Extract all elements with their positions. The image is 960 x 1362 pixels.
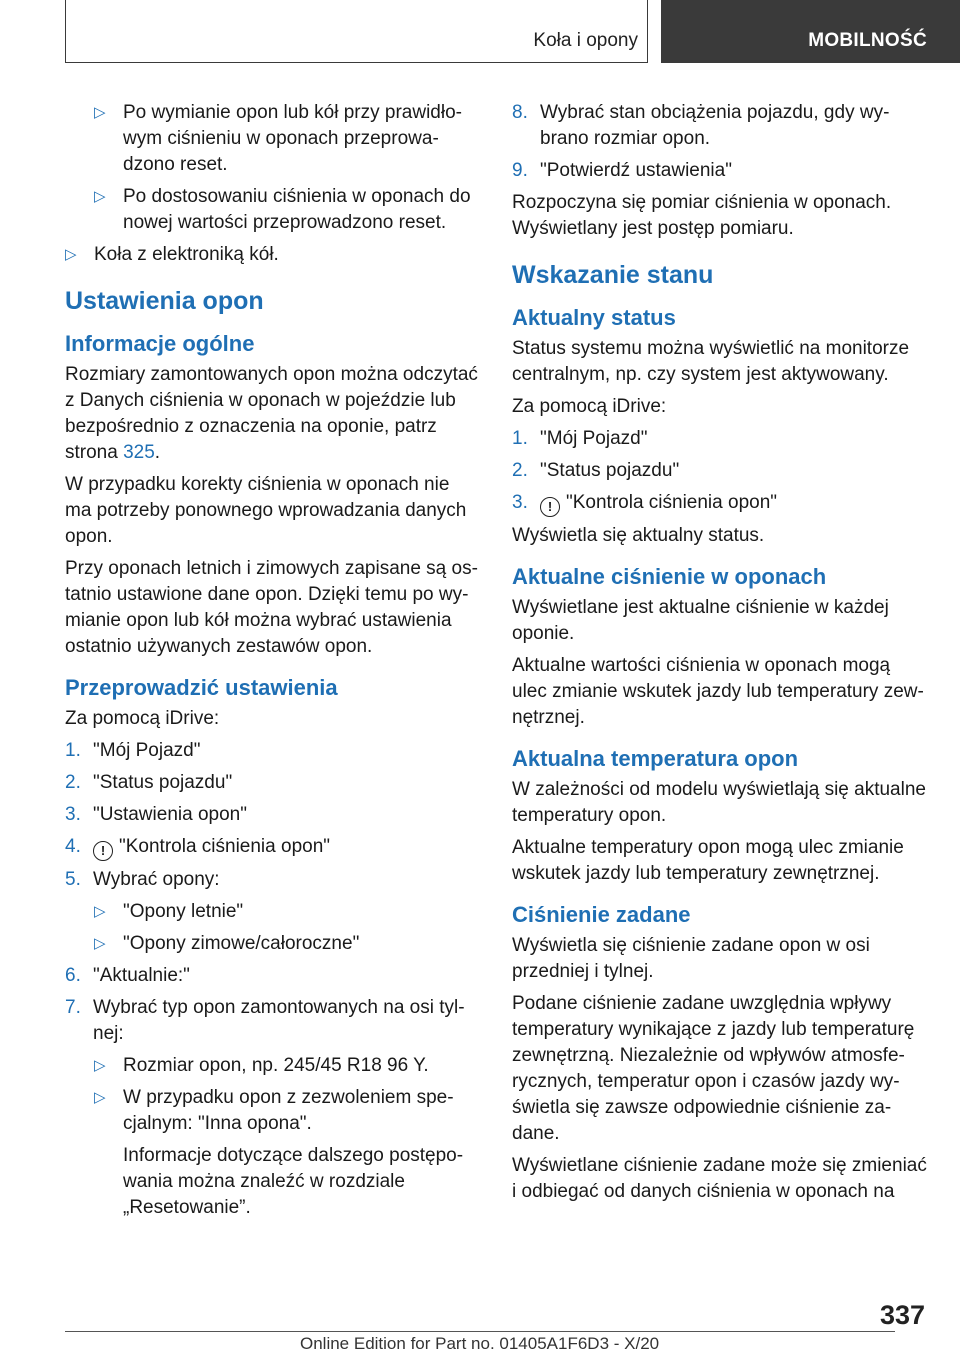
chapter-tab <box>661 0 960 63</box>
bullet-icon: ▷ <box>94 188 106 205</box>
paragraph: Status systemu można wyświetlić na monitorze centralnym, np. czy system jest aktywowany. <box>512 338 910 385</box>
tire-pressure-warning-icon: ! <box>93 841 113 861</box>
footer-divider <box>65 1331 895 1332</box>
heading-target-pressure: Ciśnienie zadane <box>512 902 691 927</box>
tire-pressure-warning-icon: ! <box>540 497 560 517</box>
paragraph: Podane ciśnienie zadane uwzględnia wpływy temperatury wynikające z jazdy lub temperaturę zewnętrzną. Niezależnie od wpływów atmosferycznych, temperatur opon i czasów jazdy wyświetla się zawsze odpowiednie ciśnienie zadane. <box>512 993 915 1144</box>
list-item: ▷ "Opony zimowe/całoroczne" <box>94 931 480 957</box>
list-item: 8. Wybrać stan obciążenia pojazdu, gdy wybrano rozmiar opon. <box>512 102 890 149</box>
paragraph: Aktualne wartości ciśnienia w oponach mogą ulec zmianie wskutek jazdy lub temperatury zewnętrznej. <box>512 655 924 728</box>
note-paragraph: Informacje dotyczące dalszego postępowania można znaleźć w rozdziale „Resetowanie”. <box>123 1145 464 1218</box>
section-title: Koła i opony <box>533 30 638 51</box>
heading-current-temperature: Aktualna temperatura opon <box>512 746 799 771</box>
list-item: 7. Wybrać typ opon zamontowanych na osi tylnej: <box>65 997 465 1044</box>
list-item: ▷ Po dostosowaniu ciśnienia w oponach do nowej wartości przeprowadzono reset. <box>94 186 471 233</box>
list-item: 2. "Status pojazdu" <box>65 772 233 793</box>
right-column <box>512 100 927 1211</box>
paragraph: Wyświetla się ciśnienie zadane opon w osi przedniej i tylnej. <box>512 935 870 982</box>
heading-general-info: Informacje ogólne <box>65 331 255 356</box>
bullet-icon: ▷ <box>94 104 106 121</box>
list-item: 3. "Ustawienia opon" <box>65 804 247 825</box>
heading-current-pressure: Aktualne ciśnienie w oponach <box>512 564 827 589</box>
paragraph: W przypadku korekty ciśnienia w oponach nie ma potrzeby ponownego wprowadzania danych opon. <box>65 474 467 547</box>
page-number: 337 <box>879 1300 925 1330</box>
heading-status-display: Wskazanie stanu <box>512 261 714 289</box>
paragraph: Aktualne temperatury opon mogą ulec zmianie wskutek jazdy lub temperatury zewnętrznej. <box>512 837 904 884</box>
bullet-icon: ▷ <box>65 246 77 263</box>
list-item: ▷ Po wymianie opon lub kół przy prawidłowym ciśnieniu w oponach przeprowadzono reset. <box>94 102 462 175</box>
list-item: ▷ Rozmiar opon, np. 245/45 R18 96 Y. <box>94 1053 480 1079</box>
list-item: 3. ! "Kontrola ciśnienia opon" <box>512 490 927 517</box>
paragraph: Wyświetla się aktualny status. <box>512 525 765 546</box>
list-item: 5. Wybrać opony: <box>65 869 220 890</box>
paragraph: Wyświetlane jest aktualne ciśnienie w każdej oponie. <box>512 597 889 644</box>
heading-current-status: Aktualny status <box>512 305 676 330</box>
list-item: 9. "Potwierdź ustawienia" <box>512 160 732 181</box>
paragraph: Za pomocą iDrive: <box>65 708 220 729</box>
paragraph: W zależności od modelu wyświetlają się aktualne temperatury opon. <box>512 779 926 826</box>
paragraph: Przy oponach letnich i zimowych zapisane są ostatnio ustawione dane opon. Dzięki temu po wymianie opon lub kół można wybrać ustawienia ostatnio używanych zestawów opon. <box>65 558 478 657</box>
list-item: ▷ Koła z elektroniką kół. <box>65 242 480 268</box>
bullet-icon: ▷ <box>94 1057 106 1074</box>
list-item: 1. "Mój Pojazd" <box>512 428 648 449</box>
page-link[interactable]: 325 <box>123 442 155 463</box>
list-item: ▷ W przypadku opon z zezwoleniem specjalnym: "Inna opona". <box>94 1087 454 1134</box>
list-item: 1. "Mój Pojazd" <box>65 740 201 761</box>
list-item: 4. ! "Kontrola ciśnienia opon" <box>65 834 480 861</box>
bullet-icon: ▷ <box>94 903 106 920</box>
list-item: ▷ "Opony letnie" <box>94 899 480 925</box>
bullet-icon: ▷ <box>94 935 106 952</box>
footer-text: Online Edition for Part no. 01405A1F6D3 - X/20 <box>300 1334 660 1353</box>
chapter-label: MOBILNOŚĆ <box>808 30 927 51</box>
bullet-icon: ▷ <box>94 1089 106 1106</box>
paragraph: Za pomocą iDrive: <box>512 396 667 417</box>
list-item: 6. "Aktualnie:" <box>65 965 190 986</box>
paragraph: Wyświetlane ciśnienie zadane może się zmieniać i odbiegać od danych ciśnienia w oponach na <box>512 1155 927 1202</box>
heading-perform-settings: Przeprowadzić ustawienia <box>65 675 338 700</box>
list-item: 2. "Status pojazdu" <box>512 460 680 481</box>
paragraph: Rozpoczyna się pomiar ciśnienia w oponach. Wyświetlany jest postęp pomiaru. <box>512 192 892 239</box>
left-column <box>65 100 480 1227</box>
heading-tire-settings: Ustawienia opon <box>65 287 264 315</box>
paragraph: Rozmiary zamontowanych opon można odczytać z Danych ciśnienia w oponach w pojeździe lub bezpośrednio z oznaczenia na oponie, patrz strona 325. <box>65 364 478 463</box>
